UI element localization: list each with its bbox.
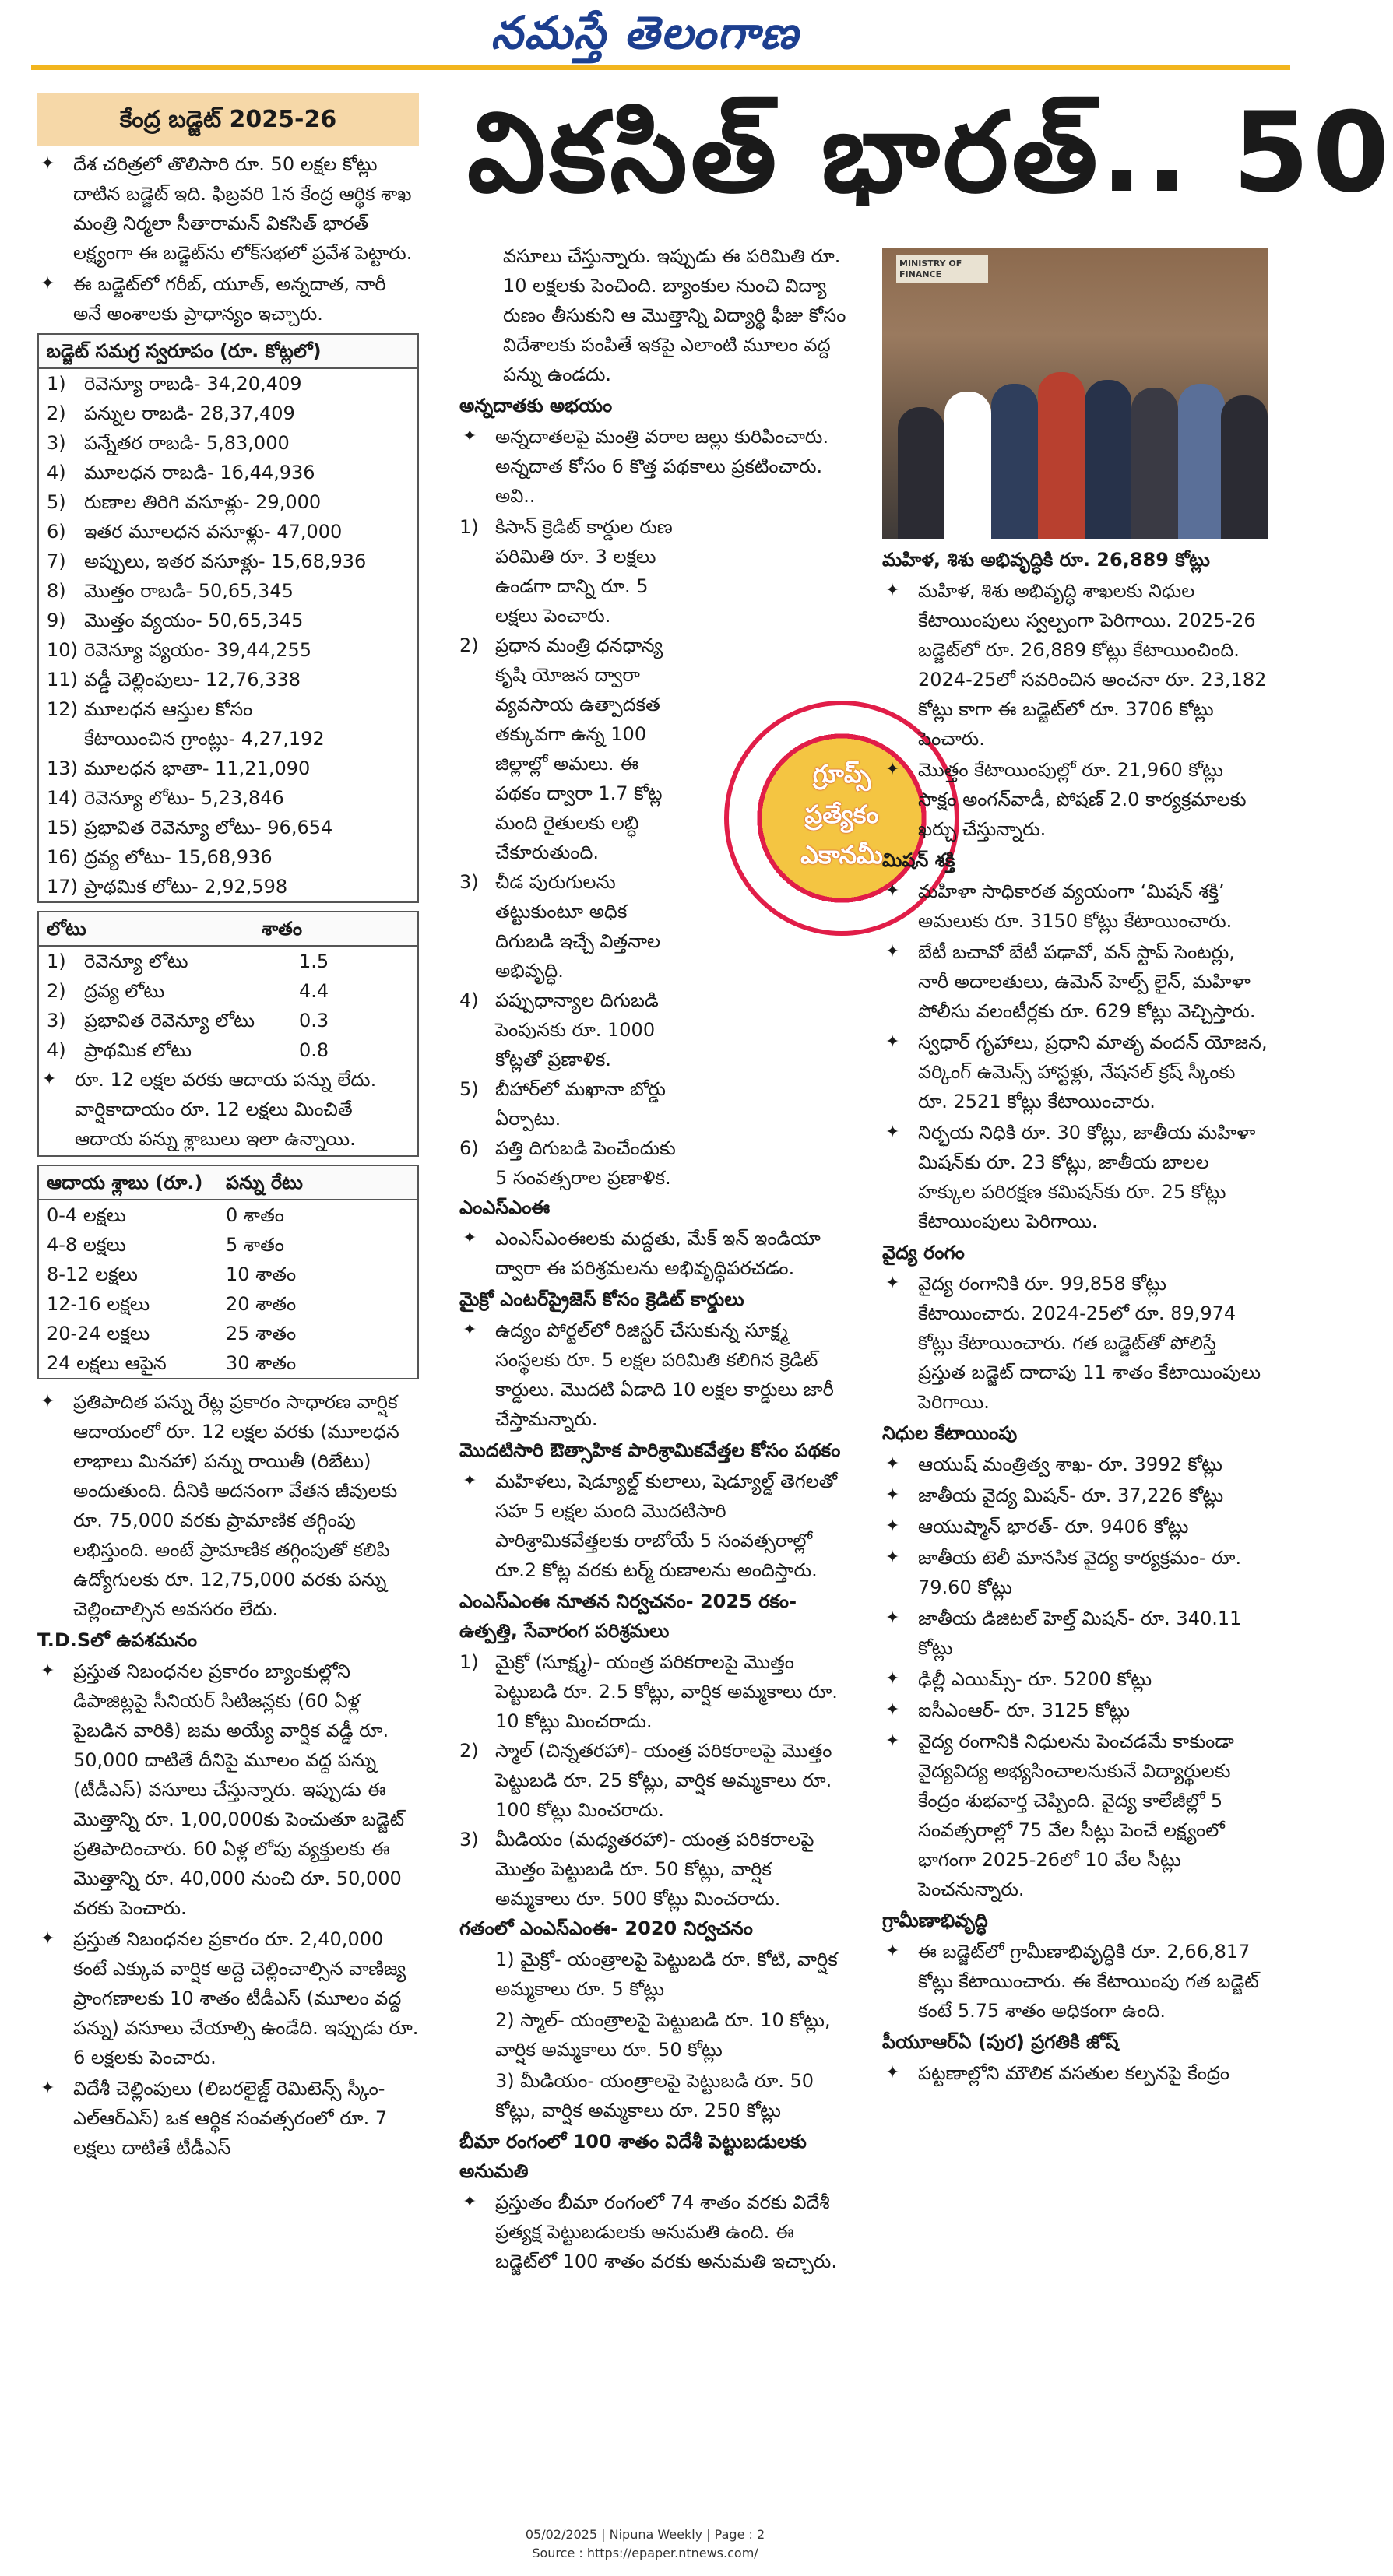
- masthead-rule: [31, 65, 1290, 70]
- ministry-sign: MINISTRY OF FINANCE: [896, 255, 988, 283]
- budget-row-number: 6): [47, 521, 66, 543]
- farmer-scheme-item-text: కిసాన్ క్రెడిట్ కార్డుల రుణ పరిమితి రూ. 3 లక్షలు ఉండగా దాన్ని రూ. 5 లక్షలు పెంచారు.: [495, 516, 673, 627]
- deficit-row-label: ద్రవ్య లోటు: [84, 980, 165, 1002]
- budget-row: [39, 458, 417, 487]
- budget-row-text: ద్రవ్య లోటు- 15,68,936: [84, 846, 273, 868]
- budget-row-number: 13): [47, 757, 78, 779]
- tax-slab-range: 4-8 లక్షలు: [47, 1234, 126, 1256]
- funds-item: ✦ జాతీయ టెలీ మానసిక వైద్య కార్యక్రమం- రూ. 79.60 కోట్లు: [882, 1543, 1268, 1602]
- deficit-row: [39, 1035, 417, 1065]
- budget-row: [39, 546, 417, 576]
- budget-row-number: [47, 724, 84, 754]
- health-paragraph: ✦ వైద్య రంగానికి రూ. 99,858 కోట్లు కేటాయించారు. 2024-25లో రూ. 89,974 కోట్లు కేటాయించారు. గత బడ్జెట్‌తో పోలిస్తే ప్రస్తుత బడ్జెట్ దాదాపు 11 శాతం కేటాయింపులు పెరిగాయి.: [882, 1269, 1268, 1417]
- first-entrepreneur-heading: మొదటిసారి ఔత్సాహిక పారిశ్రామికవేత్తల కోసం పథకం: [459, 1439, 841, 1461]
- rate-header: పన్ను రేటు: [226, 1172, 303, 1193]
- budget-row: [39, 428, 417, 458]
- msme-new-item: [459, 1825, 849, 1914]
- col2-intro: వసూలు చేస్తున్నారు. ఇప్పుడు ఈ పరిమితి రూ. 10 లక్షలకు పెంచింది. బ్యాంకుల నుంచి విద్యా రుణం తీసుకుని ఆ మొత్తాన్ని విద్యార్థి ఫీజు కోసం విదేశాలకు పంపితే ఇకపై ఎలాంటి మూలం వద్ద పన్ను ఉండదు.: [503, 245, 846, 385]
- budget-row-number: 17): [47, 876, 78, 898]
- column-3: [882, 545, 1268, 2089]
- farmer-scheme-item: [459, 986, 685, 1074]
- funds-item: ✦ ఐసీఎంఆర్- రూ. 3125 కోట్లు: [882, 1696, 1268, 1725]
- deficit-row-value: 0.3: [299, 1010, 329, 1031]
- women-paragraph-2: ✦ మొత్తం కేటాయింపుల్లో రూ. 21,960 కోట్లు సాక్షం అంగన్‌వాడీ, పోషణ్ 2.0 కార్యక్రమాలకు ఖర్చు చేస్తున్నారు.: [882, 755, 1268, 844]
- deficit-row: [39, 976, 417, 1006]
- intro-paragraph-1: ✦ దేశ చరిత్రలో తొలిసారి రూ. 50 లక్షల కోట్లు దాటిన బడ్జెట్ ఇది. ఫిబ్రవరి 1న కేంద్ర ఆర్థిక శాఖ మంత్రి నిర్మలా సీతారామన్ వికసిత్ భారత్ లక్ష్యంగా ఈ బడ్జెట్‌ను లోక్‌సభలో ప్రవేశ పెట్టారు.: [37, 149, 419, 268]
- pura-paragraph: ✦ పట్టణాల్లోని మౌలిక వసతుల కల్పనపై కేంద్రం: [882, 2058, 1268, 2088]
- msme-new-item-text: మైక్రో (సూక్ష్మ)- యంత్ర పరికరాలపై మొత్తం పెట్టుబడి రూ. 2.5 కోట్లు, వార్షిక అమ్మకాలు రూ. 10 కోట్లు మించరాదు.: [495, 1651, 838, 1732]
- mission-shakti-heading: మిషన్ శక్తి: [882, 849, 955, 871]
- budget-row-number: 3): [47, 432, 66, 454]
- budget-row-number: 12): [47, 698, 78, 720]
- micro-heading: మైక్రో ఎంటర్‌ప్రైజెస్ కోసం క్రెడిట్ కార్డులు: [459, 1288, 744, 1310]
- msme-old-item: 1) మైక్రో- యంత్రాలపై పెట్టుబడి రూ. కోటి, వార్షిక అమ్మకాలు రూ. 5 కోట్లు: [495, 1949, 838, 2000]
- stamp-line3: ఎకానమీ: [800, 840, 883, 870]
- deficit-row-value: 0.8: [299, 1039, 329, 1061]
- budget-row-text: మూలధన ఆస్తుల కోసం: [84, 698, 253, 720]
- page-footer: [0, 2525, 1290, 2563]
- msme-new-item-number: 1): [459, 1651, 479, 1673]
- budget-row-text: పన్నేతర రాబడి- 5,83,000: [84, 432, 290, 454]
- deficit-header-label: లోటు: [47, 918, 86, 940]
- deficit-row-number: 1): [47, 951, 66, 972]
- budget-row: [39, 754, 417, 783]
- farmer-scheme-item-number: 4): [459, 989, 479, 1011]
- deficit-row: [39, 1006, 417, 1035]
- budget-row-number: 8): [47, 580, 66, 602]
- budget-row: [39, 724, 417, 754]
- budget-row-text: అప్పులు, ఇతర వసూళ్లు- 15,68,936: [84, 550, 367, 572]
- rural-paragraph: ✦ ఈ బడ్జెట్‌లో గ్రామీణాభివృద్ధికి రూ. 2,66,817 కోట్లు కేటాయించారు. ఈ కేటాయింపు గత బడ్జెట్ కంటే 5.75 శాతం అధికంగా ఉంది.: [882, 1937, 1268, 2026]
- slab-header: ఆదాయ శ్లాబు (రూ.): [47, 1172, 203, 1193]
- budget-overview-box: [37, 333, 419, 903]
- budget-overview-list: [39, 369, 417, 901]
- tax-slab-row: [39, 1289, 417, 1319]
- budget-row-number: 10): [47, 639, 78, 661]
- budget-row: [39, 872, 417, 901]
- farmer-scheme-item: [459, 1133, 685, 1193]
- tds-paragraph-3: ✦ విదేశీ చెల్లింపులు (లిబరలైజ్డ్ రెమిటెన్స్ స్కీం- ఎల్‌ఆర్‌ఎస్) ఒక ఆర్థిక సంవత్సరంలో రూ. 7 లక్షలు దాటితే టీడీఎస్: [37, 2074, 419, 2163]
- msme-paragraph: ✦ ఎంఎస్‌ఎంఈలకు మద్దతు, మేక్ ఇన్ ఇండియా ద్వారా ఈ పరిశ్రమలను అభివృద్ధిపరచడం.: [459, 1224, 849, 1283]
- budget-row-number: 2): [47, 402, 66, 424]
- budget-overview-title: బడ్జెట్ సమగ్ర స్వరూపం (రూ. కోట్లలో): [39, 335, 417, 369]
- tax-slab-rate: 0 శాతం: [226, 1204, 284, 1226]
- funds-item: ✦ ఢిల్లీ ఎయిమ్స్- రూ. 5200 కోట్లు: [882, 1664, 1268, 1694]
- budget-row-text: మూలధన రాబడి- 16,44,936: [84, 462, 315, 483]
- micro-paragraph: ✦ ఉద్యం పోర్టల్‌లో రిజిస్టర్ చేసుకున్న సూక్ష్మ సంస్థలకు రూ. 5 లక్షల పరిమితి కలిగిన క్రెడిట్ కార్డులు. మొదటి ఏడాది 10 లక్షల కార్డులు జారీ చేస్తామన్నారు.: [459, 1316, 849, 1434]
- deficit-row-label: ప్రభావిత రెవెన్యూ లోటు: [84, 1010, 255, 1031]
- budget-row-number: 11): [47, 669, 78, 691]
- funds-item: ✦ వైద్య రంగానికి నిధులను పెంచడమే కాకుండా వైద్యవిద్య అభ్యసించాలనుకునే విద్యార్థులకు కేంద్రం శుభవార్త చెప్పింది. వైద్య కాలేజీల్లో 5 సంవత్సరాల్లో 75 వేల సీట్లు పెంచే లక్ష్యంలో భాగంగా 2025-26లో 10 వేల సీట్లు పెంచనున్నారు.: [882, 1727, 1268, 1904]
- funds-item: ✦ ఆయుష్మాన్ భారత్- రూ. 9406 కోట్లు: [882, 1512, 1268, 1541]
- stamp-line2: ప్రత్యేకం: [804, 800, 879, 829]
- mission-shakti-item: ✦ స్వధార్ గృహాలు, ప్రధాని మాతృ వందన్ యోజన, వర్కింగ్ ఉమెన్స్ హాస్టళ్లు, నేషనల్ క్రష్ స్కీంకు రూ. 2521 కోట్లు కేటాయించారు.: [882, 1028, 1268, 1116]
- farmer-scheme-item-number: 6): [459, 1137, 479, 1159]
- tax-slab-range: 24 లక్షలు ఆపైన: [47, 1352, 167, 1374]
- budget-row-number: 16): [47, 846, 78, 868]
- mission-shakti-list: [882, 877, 1268, 1236]
- tds-paragraph-2: ✦ ప్రస్తుత నిబంధనల ప్రకారం రూ. 2,40,000 కంటే ఎక్కువ వార్షిక అద్దె చెల్లించాల్సిన వాణిజ్య ప్రాంగణాలకు 10 శాతం టీడీఎస్ (మూలం వద్ద పన్ను) వసూలు చేయాల్సి ఉండేది. ఇప్పుడు రూ. 6 లక్షలకు పెంచారు.: [37, 1924, 419, 2072]
- msme-new-definition-heading: ఎంఎస్‌ఎంఈ నూతన నిర్వచనం- 2025 రకం- ఉత్పత్తి, సేవారంగ పరిశ్రమలు: [459, 1590, 797, 1642]
- budget-row-text: ప్రాథమిక లోటు- 2,92,598: [84, 876, 288, 898]
- tax-slab-rate: 20 శాతం: [226, 1293, 297, 1315]
- farmer-scheme-item: [459, 512, 685, 631]
- mission-shakti-item: ✦ నిర్భయ నిధికి రూ. 30 కోట్లు, జాతీయ మహిళా మిషన్‌కు రూ. 23 కోట్లు, జాతీయ బాలల హక్కుల పరిరక్షణ కమిషన్‌కు రూ. 25 కోట్లు కేటాయింపులు పెరిగాయి.: [882, 1118, 1268, 1236]
- insurance-heading: బీమా రంగంలో 100 శాతం విదేశీ పెట్టుబడులకు అనుమతి: [459, 2131, 807, 2182]
- mission-shakti-item: ✦ బేటీ బచావో బేటీ పఢావో, వన్ స్టాప్ సెంటర్లు, నారీ అదాలతులు, ఉమెన్ హెల్ప్ లైన్, మహిళా పోలీసు వలంటీర్లకు రూ. 629 కోట్లు వెచ్చిస్తారు.: [882, 937, 1268, 1026]
- deficit-row-number: 4): [47, 1039, 66, 1061]
- budget-row-text: రెవెన్యూ లోటు- 5,23,846: [84, 787, 284, 809]
- funds-item: ✦ ఆయుష్ మంత్రిత్వ శాఖ- రూ. 3992 కోట్లు: [882, 1450, 1268, 1479]
- headline: వికసిత్ భారత్.. 50: [467, 89, 1393, 217]
- budget-row-text: వడ్డీ చెల్లింపులు- 12,76,338: [84, 669, 301, 691]
- footer-date-line: 05/02/2025 | Nipuna Weekly | Page : 2: [525, 2527, 765, 2542]
- deficit-list: [39, 947, 417, 1065]
- footer-source-line: Source : https://epaper.ntnews.com/: [532, 2546, 758, 2560]
- budget-row-text: ఇతర మూలధన వసూళ్లు- 47,000: [84, 521, 343, 543]
- tax-slab-range: 12-16 లక్షలు: [47, 1293, 150, 1315]
- deficit-row-value: 1.5: [299, 951, 329, 972]
- msme-heading: ఎంఎస్‌ఎంఈ: [459, 1197, 551, 1218]
- funds-allocation-list: [882, 1450, 1268, 1904]
- budget-row: [39, 606, 417, 635]
- deficit-row-label: ప్రాథమిక లోటు: [84, 1039, 192, 1061]
- budget-row: [39, 665, 417, 694]
- budget-row-text: కేటాయించిన గ్రాంట్లు- 4,27,192: [84, 728, 325, 750]
- farmer-scheme-item-number: 5): [459, 1078, 479, 1100]
- funds-item: ✦ జాతీయ వైద్య మిషన్- రూ. 37,226 కోట్లు: [882, 1481, 1268, 1510]
- budget-row-text: మొత్తం రాబడి- 50,65,345: [84, 580, 294, 602]
- budget-row: [39, 694, 417, 724]
- health-heading: వైద్య రంగం: [882, 1242, 965, 1263]
- msme-old-item: 3) మీడియం- యంత్రాలపై పెట్టుబడి రూ. 50 కోట్లు, వార్షిక అమ్మకాలు రూ. 250 కోట్లు: [495, 2070, 814, 2121]
- budget-row-text: మూలధన భాతా- 11,21,090: [84, 757, 311, 779]
- deficit-row: [39, 947, 417, 976]
- pura-heading: పీయూఆర్ఏ (పుర) ప్రగతికి జోష్: [882, 2031, 1119, 2053]
- stamp-line1: గ్రూప్స్: [812, 759, 871, 789]
- budget-row: [39, 813, 417, 842]
- tax-slab-rate: 5 శాతం: [226, 1234, 284, 1256]
- finance-ministry-photo: [882, 248, 1268, 539]
- tax-slab-rate: 25 శాతం: [226, 1323, 297, 1344]
- deficit-row-value: 4.4: [299, 980, 329, 1002]
- budget-row: [39, 842, 417, 872]
- budget-row-number: 7): [47, 550, 66, 572]
- budget-row: [39, 576, 417, 606]
- msme-new-item-number: 3): [459, 1829, 479, 1850]
- section-label: కేంద్ర బడ్జెట్ 2025-26: [37, 93, 419, 146]
- farmer-scheme-item: [459, 867, 685, 986]
- newspaper-logo: నమస్తే తెలంగాణ: [491, 6, 800, 59]
- funds-heading: నిధుల కేటాయింపు: [882, 1422, 1018, 1444]
- budget-row: [39, 517, 417, 546]
- deficit-box: [37, 911, 419, 1157]
- mission-shakti-item: ✦ మహిళా సాధికారత వ్యయంగా ‘మిషన్ శక్తి’ అమలుకు రూ. 3150 కోట్లు కేటాయించారు.: [882, 877, 1268, 936]
- farmer-heading: అన్నదాతకు అభయం: [459, 395, 613, 416]
- msme-new-item: [459, 1736, 849, 1825]
- farmer-intro: ✦ అన్నదాతలపై మంత్రి వరాల జల్లు కురిపించారు. అన్నదాత కోసం 6 కొత్త పథకాలు ప్రకటించారు. అవి..: [459, 422, 849, 511]
- tax-slab-row: [39, 1230, 417, 1260]
- farmer-scheme-item-text: పత్తి దిగుబడి పెంచేందుకు 5 సంవత్సరాల ప్రణాళిక.: [495, 1137, 676, 1189]
- tax-slab-row: [39, 1319, 417, 1348]
- msme-old-definition-list: [459, 1945, 849, 2125]
- tds-heading: T.D.Sలో ఉపశమనం: [37, 1629, 198, 1651]
- msme-old-item: 2) స్మాల్- యంత్రాలపై పెట్టుబడి రూ. 10 కోట్లు, వార్షిక అమ్మకాలు రూ. 50 కోట్లు: [495, 2009, 831, 2061]
- budget-row-text: రుణాల తిరిగి వసూళ్లు- 29,000: [84, 491, 322, 513]
- farmer-scheme-item-text: ప్రధాన మంత్రి ధనధాన్య కృషి యోజన ద్వారా వ్యవసాయ ఉత్పాదకత తక్కువగా ఉన్న 100 జిల్లాల్లో అమలు. ఈ పథకం ద్వారా 1.7 కోట్ల మంది రైతులకు లబ్ధి చేకూరుతుంది.: [495, 634, 663, 863]
- budget-row-text: ప్రభావిత రెవెన్యూ లోటు- 96,654: [84, 817, 333, 838]
- budget-row: [39, 783, 417, 813]
- tax-slab-box: [37, 1165, 419, 1379]
- column-2: [459, 241, 849, 2278]
- insurance-paragraph: ✦ ప్రస్తుతం బీమా రంగంలో 74 శాతం వరకు విదేశీ ప్రత్యక్ష పెట్టుబడులకు అనుమతి ఉంది. ఈ బడ్జెట్‌లో 100 శాతం వరకు అనుమతి ఇచ్చారు.: [459, 2188, 849, 2276]
- masthead: [0, 0, 1290, 74]
- farmer-scheme-list: [459, 512, 849, 1193]
- budget-row-text: మొత్తం వ్యయం- 50,65,345: [84, 610, 304, 631]
- msme-new-definition-list: [459, 1647, 849, 1914]
- tax-slab-rate: 10 శాతం: [226, 1263, 297, 1285]
- rural-heading: గ్రామీణాభివృద్ధి: [882, 1910, 988, 1931]
- women-paragraph-1: ✦ మహిళ, శిశు అభివృద్ధి శాఖలకు నిధుల కేటాయింపులు స్వల్పంగా పెరిగాయి. 2025-26 బడ్జెట్‌లో రూ. 26,889 కోట్లు కేటాయించింది. 2024-25లో సవరించిన అంచనా రూ. 23,182 కోట్లు కాగా ఈ బడ్జెట్‌లో రూ. 3706 కోట్లు పెంచారు.: [882, 576, 1268, 754]
- budget-row-number: 1): [47, 373, 66, 395]
- tax-slab-list: [39, 1200, 417, 1378]
- tax-slab-rate: 30 శాతం: [226, 1352, 297, 1374]
- tax-note: ✦ రూ. 12 లక్షల వరకు ఆదాయ పన్ను లేదు. వార్షికాదాయం రూ. 12 లక్షలు మించితే ఆదాయ పన్ను శ్లాబులు ఇలా ఉన్నాయి.: [39, 1065, 417, 1154]
- msme-new-item-text: స్మాల్ (చిన్నతరహా)- యంత్ర పరికరాలపై మొత్తం పెట్టుబడి రూ. 25 కోట్లు, వార్షిక అమ్మకాలు రూ. 100 కోట్లు మించరాదు.: [495, 1740, 832, 1821]
- tax-slab-range: 8-12 లక్షలు: [47, 1263, 138, 1285]
- budget-row-text: రెవెన్యూ రాబడి- 34,20,409: [84, 373, 302, 395]
- budget-row: [39, 487, 417, 517]
- tax-slab-range: 0-4 లక్షలు: [47, 1204, 126, 1226]
- deficit-row-number: 2): [47, 980, 66, 1002]
- women-heading: మహిళ, శిశు అభివృద్ధికి రూ. 26,889 కోట్లు: [882, 549, 1210, 571]
- tax-slab-row: [39, 1348, 417, 1378]
- budget-row-number: 5): [47, 491, 66, 513]
- budget-row-number: 14): [47, 787, 78, 809]
- budget-row-number: 4): [47, 462, 66, 483]
- funds-item: ✦ జాతీయ డిజిటల్ హెల్త్ మిషన్- రూ. 340.11 కోట్లు: [882, 1604, 1268, 1663]
- farmer-scheme-item-number: 2): [459, 634, 479, 656]
- farmer-scheme-item-text: చీడ పురుగులను తట్టుకుంటూ అధిక దిగుబడి ఇచ్చే విత్తనాల అభివృద్ధి.: [495, 871, 661, 982]
- tax-slab-row: [39, 1260, 417, 1289]
- budget-row-number: 9): [47, 610, 66, 631]
- msme-new-item-number: 2): [459, 1740, 479, 1762]
- budget-row: [39, 399, 417, 428]
- msme-new-item: [459, 1647, 849, 1736]
- intro-paragraph-2: ✦ ఈ బడ్జెట్‌లో గరీబ్, యూత్, అన్నదాత, నారీ అనే అంశాలకు ప్రాధాన్యం ఇచ్చారు.: [37, 269, 419, 329]
- farmer-scheme-item-text: పప్పుధాన్యాల దిగుబడి పెంపునకు రూ. 1000 కోట్లతో ప్రణాళిక.: [495, 989, 659, 1070]
- farmer-scheme-item-text: బీహార్‌లో మఖానా బోర్డు ఏర్పాటు.: [495, 1078, 666, 1130]
- deficit-row-label: రెవెన్యూ లోటు: [84, 951, 188, 972]
- budget-row: [39, 635, 417, 665]
- budget-row-number: 15): [47, 817, 78, 838]
- column-1: [37, 149, 419, 2164]
- farmer-scheme-item-number: 3): [459, 871, 479, 893]
- rebate-paragraph: ✦ ప్రతిపాదిత పన్ను రేట్ల ప్రకారం సాధారణ వార్షిక ఆదాయంలో రూ. 12 లక్షల వరకు (మూలధన లాభాలు మినహా) పన్ను రాయితీ (రిబేటు) అందుతుంది. దీనికి అదనంగా వేతన జీవులకు రూ. 75,000 వరకు ప్రామాణిక తగ్గింపు లభిస్తుంది. అంటే ప్రామాణిక తగ్గింపుతో కలిపి ఉద్యోగులకు రూ. 12,75,000 వరకు పన్ను చెల్లించాల్సిన అవసరం లేదు.: [37, 1387, 419, 1624]
- budget-row-text: రెవెన్యూ వ్యయం- 39,44,255: [84, 639, 312, 661]
- deficit-row-number: 3): [47, 1010, 66, 1031]
- deficit-header-percent: శాతం: [262, 918, 303, 940]
- tax-slab-row: [39, 1200, 417, 1230]
- budget-row-text: పన్నుల రాబడి- 28,37,409: [84, 402, 295, 424]
- first-entrepreneur-paragraph: ✦ మహిళలు, షెడ్యూల్డ్ కులాలు, షెడ్యూల్డ్ తెగలతో సహ 5 లక్షల మంది మొదటిసారి పారిశ్రామికవేత్తలకు రాబోయే 5 సంవత్సరాల్లో రూ.2 కోట్ల వరకు టర్మ్ రుణాలను అందిస్తారు.: [459, 1467, 849, 1585]
- msme-old-definition-heading: గతంలో ఎంఎస్‌ఎంఈ- 2020 నిర్వచనం: [459, 1917, 753, 1939]
- farmer-scheme-item-number: 1): [459, 516, 479, 538]
- msme-new-item-text: మీడియం (మధ్యతరహా)- యంత్ర పరికరాలపై మొత్తం పెట్టుబడి రూ. 50 కోట్లు, వార్షిక అమ్మకాలు రూ. 500 కోట్లు మించరాదు.: [495, 1829, 814, 1910]
- farmer-scheme-item: [459, 631, 685, 867]
- budget-row: [39, 369, 417, 399]
- farmer-scheme-item: [459, 1074, 685, 1133]
- tds-paragraph-1: ✦ ప్రస్తుత నిబంధనల ప్రకారం బ్యాంకుల్లోని డిపాజిట్లపై సీనియర్ సిటిజన్లకు (60 ఏళ్ల పైబడిన వారికి) జమ అయ్యే వార్షిక వడ్డీ రూ. 50,000 దాటితే దీనిపై మూలం వద్ద పన్ను (టీడీఎస్) వసూలు చేస్తున్నారు. ఇప్పుడు ఈ మొత్తాన్ని రూ. 1,00,000కు పెంచుతూ బడ్జెట్ ప్రతిపాదించారు. 60 ఏళ్ల లోపు వ్యక్తులకు ఈ మొత్తాన్ని రూ. 40,000 నుంచి రూ. 50,000 వరకు పెంచారు.: [37, 1657, 419, 1923]
- tax-slab-range: 20-24 లక్షలు: [47, 1323, 150, 1344]
